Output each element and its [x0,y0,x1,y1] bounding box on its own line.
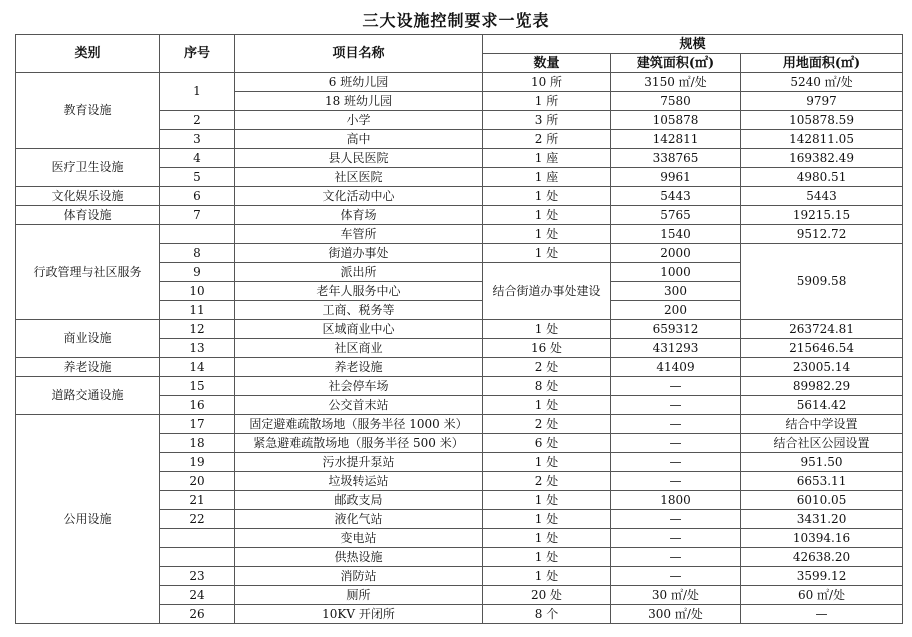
qty-cell: 1 座 [483,168,611,187]
land-cell: 6010.05 [741,491,903,510]
name-cell: 老年人服务中心 [235,282,483,301]
land-cell: 89982.29 [741,377,903,396]
seq-cell: 18 [160,434,235,453]
qty-cell: 1 处 [483,548,611,567]
build-cell: 431293 [611,339,741,358]
build-cell: 1800 [611,491,741,510]
category-cell: 教育设施 [16,73,160,149]
land-cell: 60 ㎡/处 [741,586,903,605]
header-quantity: 数量 [483,54,611,73]
seq-cell: 6 [160,187,235,206]
qty-cell: 10 所 [483,73,611,92]
name-cell: 养老设施 [235,358,483,377]
seq-cell: 20 [160,472,235,491]
name-cell: 供热设施 [235,548,483,567]
name-cell: 垃圾转运站 [235,472,483,491]
qty-cell: 2 处 [483,415,611,434]
qty-cell: 2 所 [483,130,611,149]
name-cell: 10KV 开闭所 [235,605,483,624]
seq-cell: 11 [160,301,235,320]
build-cell: — [611,434,741,453]
name-cell: 6 班幼儿园 [235,73,483,92]
header-land-area: 用地面积(㎡) [741,54,903,73]
land-cell: 215646.54 [741,339,903,358]
seq-cell: 15 [160,377,235,396]
qty-cell: 2 处 [483,358,611,377]
land-cell: 142811.05 [741,130,903,149]
land-cell: 4980.51 [741,168,903,187]
build-cell: — [611,567,741,586]
seq-cell [160,548,235,567]
qty-cell: 6 处 [483,434,611,453]
build-cell: — [611,548,741,567]
qty-cell: 1 处 [483,187,611,206]
facility-table [15,34,903,624]
seq-cell: 21 [160,491,235,510]
build-cell: 200 [611,301,741,320]
land-cell: 105878.59 [741,111,903,130]
build-cell: — [611,396,741,415]
seq-cell: 5 [160,168,235,187]
name-cell: 液化气站 [235,510,483,529]
qty-cell: 结合街道办事处建设 [483,263,611,320]
land-cell: 42638.20 [741,548,903,567]
seq-cell: 3 [160,130,235,149]
seq-cell: 26 [160,605,235,624]
seq-cell: 4 [160,149,235,168]
build-cell: — [611,529,741,548]
name-cell: 县人民医院 [235,149,483,168]
name-cell: 工商、税务等 [235,301,483,320]
name-cell: 厕所 [235,586,483,605]
name-cell: 污水提升泵站 [235,453,483,472]
land-cell: 3599.12 [741,567,903,586]
land-cell: 结合中学设置 [741,415,903,434]
qty-cell: 1 处 [483,491,611,510]
land-cell: 951.50 [741,453,903,472]
qty-cell: 2 处 [483,472,611,491]
seq-cell: 24 [160,586,235,605]
build-cell: 1540 [611,225,741,244]
seq-cell: 8 [160,244,235,263]
land-cell: 263724.81 [741,320,903,339]
qty-cell: 16 处 [483,339,611,358]
land-cell: 5240 ㎡/处 [741,73,903,92]
name-cell: 变电站 [235,529,483,548]
build-cell: 3150 ㎡/处 [611,73,741,92]
build-cell: 9961 [611,168,741,187]
seq-cell: 14 [160,358,235,377]
qty-cell: 1 处 [483,225,611,244]
name-cell: 街道办事处 [235,244,483,263]
build-cell: 1000 [611,263,741,282]
category-cell: 养老设施 [16,358,160,377]
qty-cell: 20 处 [483,586,611,605]
header-category: 类别 [16,35,160,73]
name-cell: 社区医院 [235,168,483,187]
land-cell: — [741,605,903,624]
seq-cell: 19 [160,453,235,472]
table-row [16,358,903,377]
category-cell: 体育设施 [16,206,160,225]
qty-cell: 1 座 [483,149,611,168]
table-row [16,377,903,396]
name-cell: 社区商业 [235,339,483,358]
table-row [16,149,903,168]
table-row [16,415,903,434]
build-cell: 300 [611,282,741,301]
qty-cell: 1 处 [483,396,611,415]
build-cell: 105878 [611,111,741,130]
seq-cell [160,529,235,548]
build-cell: 300 ㎡/处 [611,605,741,624]
seq-cell: 7 [160,206,235,225]
land-cell: 9797 [741,92,903,111]
build-cell: 338765 [611,149,741,168]
seq-cell: 22 [160,510,235,529]
build-cell: 30 ㎡/处 [611,586,741,605]
header-building-area: 建筑面积(㎡) [611,54,741,73]
build-cell: — [611,453,741,472]
qty-cell: 1 处 [483,529,611,548]
seq-cell: 2 [160,111,235,130]
build-cell: — [611,472,741,491]
build-cell: 142811 [611,130,741,149]
seq-cell: 16 [160,396,235,415]
name-cell: 邮政支局 [235,491,483,510]
land-cell: 5443 [741,187,903,206]
build-cell: 659312 [611,320,741,339]
table-row [16,187,903,206]
build-cell: — [611,377,741,396]
qty-cell: 1 处 [483,244,611,263]
name-cell: 消防站 [235,567,483,586]
qty-cell: 1 处 [483,510,611,529]
land-cell: 9512.72 [741,225,903,244]
header-seq: 序号 [160,35,235,73]
build-cell: 41409 [611,358,741,377]
category-cell: 文化娱乐设施 [16,187,160,206]
name-cell: 区域商业中心 [235,320,483,339]
name-cell: 体育场 [235,206,483,225]
qty-cell: 1 处 [483,453,611,472]
header-name: 项目名称 [235,35,483,73]
qty-cell: 1 处 [483,206,611,225]
table-row [16,206,903,225]
land-cell: 3431.20 [741,510,903,529]
category-cell: 商业设施 [16,320,160,358]
name-cell: 紧急避难疏散场地（服务半径 500 米） [235,434,483,453]
name-cell: 社会停车场 [235,377,483,396]
header-scale: 规模 [483,35,903,54]
seq-cell: 17 [160,415,235,434]
land-cell: 结合社区公园设置 [741,434,903,453]
build-cell: 5443 [611,187,741,206]
land-cell: 6653.11 [741,472,903,491]
qty-cell: 8 处 [483,377,611,396]
seq-cell [160,225,235,244]
name-cell: 固定避难疏散场地（服务半径 1000 米） [235,415,483,434]
build-cell: — [611,510,741,529]
table-row [16,73,903,92]
name-cell: 派出所 [235,263,483,282]
build-cell: 5765 [611,206,741,225]
table-row [16,225,903,244]
seq-cell: 9 [160,263,235,282]
qty-cell: 1 所 [483,92,611,111]
category-cell: 医疗卫生设施 [16,149,160,187]
name-cell: 小学 [235,111,483,130]
category-cell: 公用设施 [16,415,160,624]
name-cell: 文化活动中心 [235,187,483,206]
land-cell: 169382.49 [741,149,903,168]
land-cell: 10394.16 [741,529,903,548]
qty-cell: 8 个 [483,605,611,624]
table-row [16,320,903,339]
build-cell: 2000 [611,244,741,263]
qty-cell: 1 处 [483,567,611,586]
qty-cell: 1 处 [483,320,611,339]
seq-cell: 1 [160,73,235,111]
name-cell: 18 班幼儿园 [235,92,483,111]
land-cell: 19215.15 [741,206,903,225]
build-cell: — [611,415,741,434]
seq-cell: 23 [160,567,235,586]
category-cell: 道路交通设施 [16,377,160,415]
land-cell: 5614.42 [741,396,903,415]
land-cell: 23005.14 [741,358,903,377]
land-cell: 5909.58 [741,244,903,320]
seq-cell: 12 [160,320,235,339]
seq-cell: 10 [160,282,235,301]
qty-cell: 3 所 [483,111,611,130]
name-cell: 高中 [235,130,483,149]
name-cell: 公交首末站 [235,396,483,415]
name-cell: 车管所 [235,225,483,244]
build-cell: 7580 [611,92,741,111]
seq-cell: 13 [160,339,235,358]
page-title: 三大设施控制要求一览表 [362,11,550,30]
category-cell: 行政管理与社区服务 [16,225,160,320]
